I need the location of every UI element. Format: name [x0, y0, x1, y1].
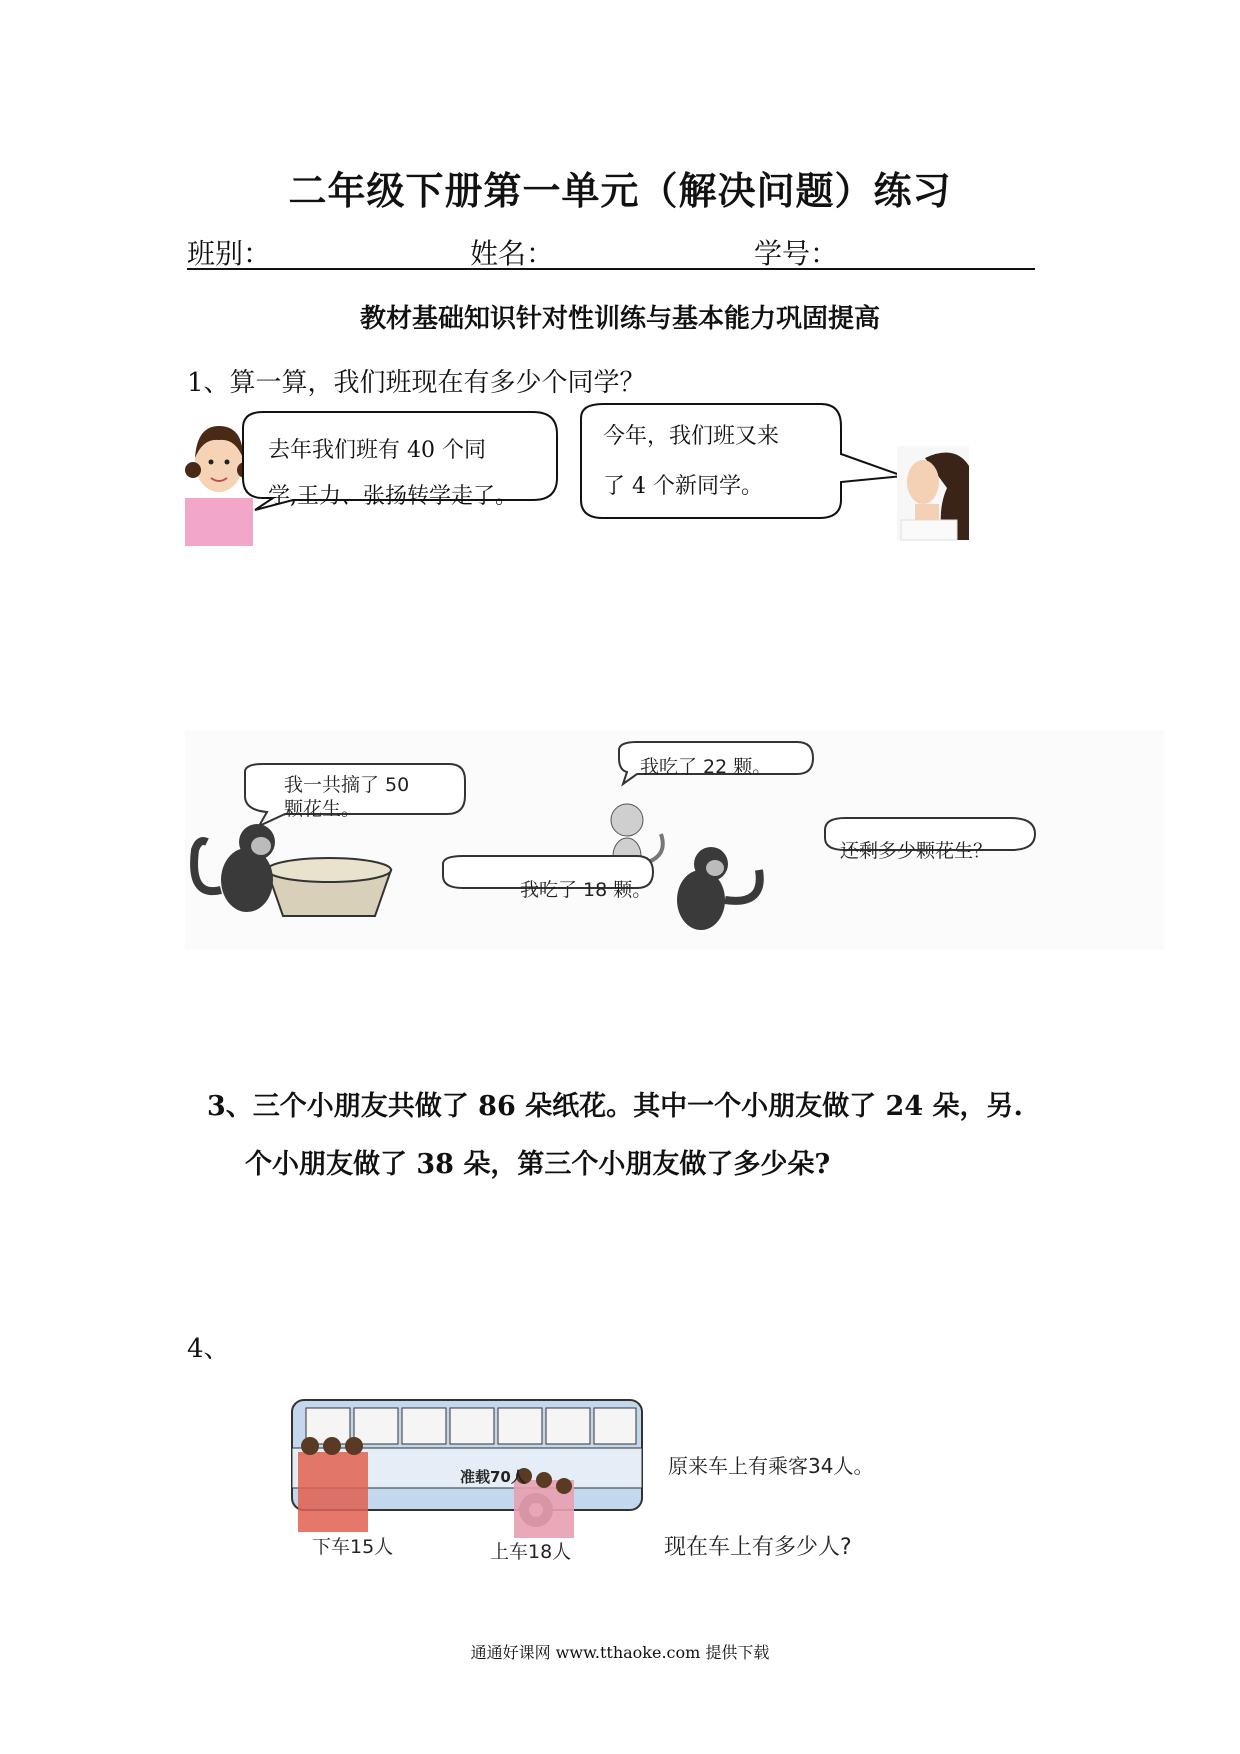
- peanut-bubble-1-line-1: 我一共摘了 50: [284, 774, 410, 796]
- bubble-right-line-2: 了 4 个新同学。: [603, 474, 763, 499]
- page-footer: 通通好课网 www.tthaoke.com 提供下载: [470, 1643, 770, 1662]
- student-info-line: [187, 232, 1035, 270]
- peanut-bubble-1-text: [284, 773, 409, 821]
- original-passengers-text: 原来车上有乘客34人。: [668, 1454, 874, 1478]
- current-passengers-question: 现在车上有多少人?: [664, 1535, 852, 1560]
- number-label: 学号：: [754, 237, 839, 270]
- bubble-right-text: [603, 412, 843, 512]
- name-label: 姓名：: [470, 237, 555, 270]
- section-subtitle: 教材基础知识针对性训练与基本能力巩固提高: [359, 304, 880, 334]
- question-3-line-2: 个小朋友做了 38 朵，第三个小朋友做了多少朵?: [245, 1149, 831, 1180]
- girl-right-icon: [897, 446, 969, 540]
- get-off-label: 下车15人: [312, 1536, 394, 1558]
- question-4-number: 4、: [187, 1334, 230, 1364]
- get-on-label: 上车18人: [490, 1541, 572, 1563]
- peanut-bubble-2-text: 我吃了 22 颗。: [640, 756, 772, 778]
- peanut-bubble-3-text: 我吃了 18 颗。: [520, 879, 652, 901]
- bubble-right-line-1: 今年，我们班又来: [603, 424, 780, 449]
- peanut-basket-icon: [267, 858, 391, 916]
- worksheet-title: 二年级下册第一单元（解决问题）练习: [288, 168, 952, 213]
- peanut-bubble-1-line-2: 颗花生。: [284, 798, 361, 820]
- peanut-bubble-4-text: 还剩多少颗花生？: [840, 840, 993, 862]
- bubble-left-text: [268, 428, 568, 520]
- question-3-line-1: 3、三个小朋友共做了 86 朵纸花。其中一个小朋友做了 24 朵，另.: [207, 1091, 1023, 1122]
- class-label: 班别：: [187, 237, 272, 270]
- bubble-left-line-1: 去年我们班有 40 个同: [268, 438, 486, 463]
- bus-capacity-sign: 准载70人: [460, 1468, 526, 1486]
- bubble-left-line-2: 学,王力、张扬转学走了。: [268, 484, 517, 509]
- question-1-text: 1、算一算，我们班现在有多少个同学？: [187, 368, 646, 398]
- people-getting-off-icon: [298, 1437, 368, 1532]
